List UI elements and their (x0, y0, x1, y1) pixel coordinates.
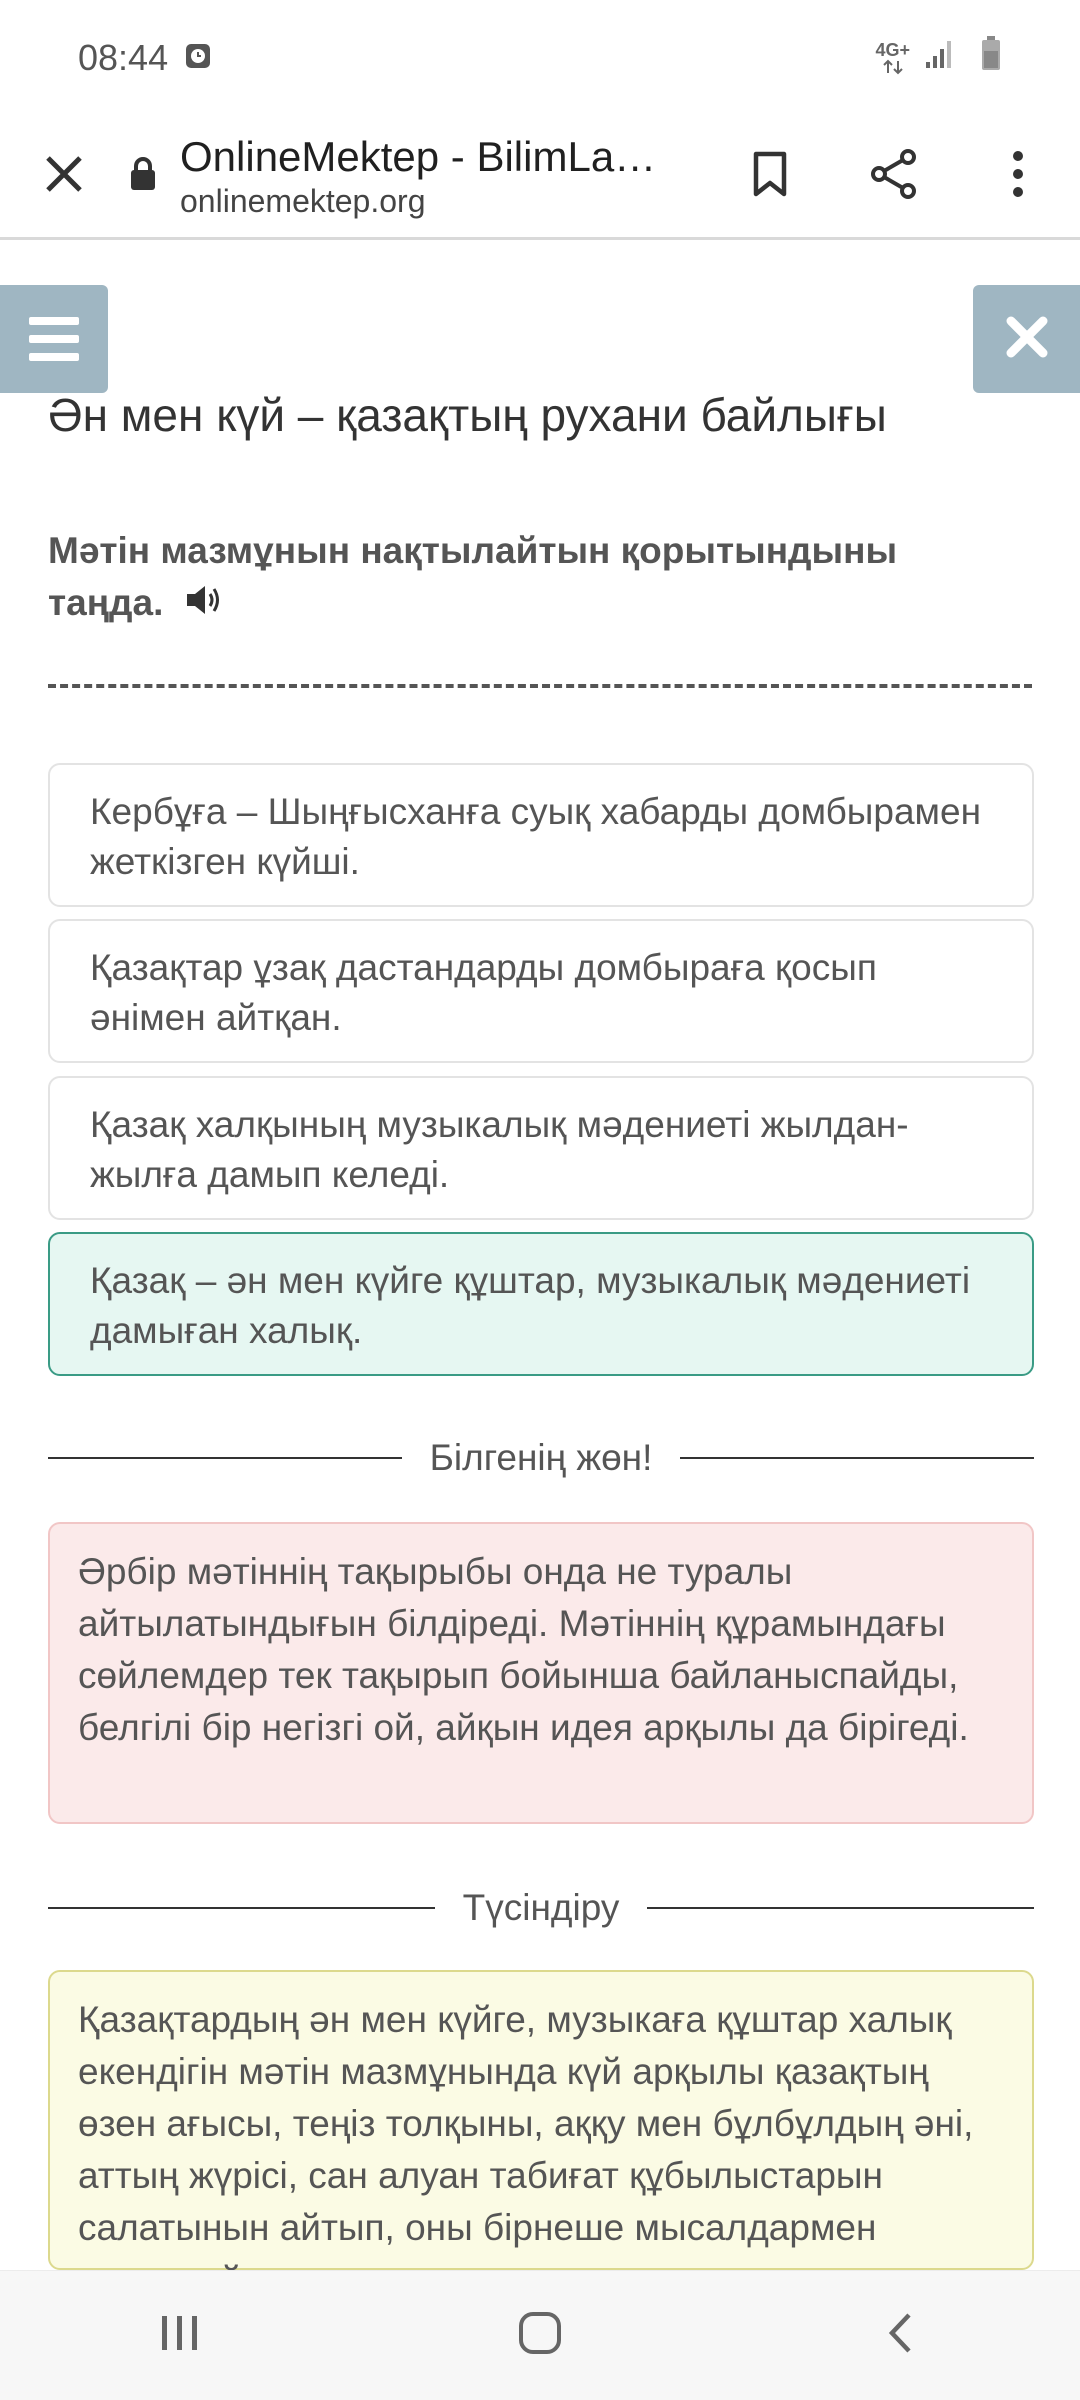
network-label: 4G+ (875, 39, 910, 60)
explanation-text: Қазақтардың ән мен күйге, музыкаға құштар халық екендігін мәтін мазмұнында күй арқылы қазақтың өзен ағысы, теңіз толқыны, аққу мен бұлбұлдың әні, аттың жүрісі, сан алуан табиғат құбылыстарын салатынын айтып, оны бірнеше мысалдармен (78, 1999, 974, 2248)
answer-option-text: Қазақ – ән мен күйге құштар, музыкалық мәдениеті дамыған халық. (90, 1260, 971, 1351)
share-icon (869, 148, 919, 205)
back-button[interactable] (800, 2311, 1000, 2360)
info-text: Әрбір мәтіннің тақырыбы онда не туралы айтылатындығын білдіреді. Мәтіннің құрамындағы сөйлемдер тек тақырып бойынша байланыспайды, белгілі бір негізгі ой, айқын идея арқылы да бірігеді. (78, 1551, 969, 1748)
home-button[interactable] (440, 2311, 640, 2360)
status-time-group (78, 37, 212, 79)
answer-option-2[interactable] (48, 919, 1034, 1063)
info-divider (48, 1428, 1034, 1488)
battery-icon (980, 35, 1002, 80)
answer-option-1[interactable] (48, 763, 1034, 907)
bookmark-icon (751, 150, 789, 203)
bookmark-button[interactable] (708, 150, 832, 203)
speaker-icon[interactable] (185, 579, 225, 631)
close-icon (44, 154, 84, 199)
answer-option-text: Қазақтар ұзақ дастандарды домбыраға қосып әнімен айтқан. (90, 947, 877, 1038)
info-box (48, 1522, 1034, 1824)
page-title-in-bar: OnlineMektep - BilimLa… (180, 132, 657, 180)
answer-option-4-selected[interactable] (48, 1232, 1034, 1376)
back-icon (885, 2311, 915, 2360)
question-text: Мәтін мазмұнын нақтылайтын қорытындыны таңда. (48, 530, 898, 623)
status-bar (0, 0, 1080, 115)
recent-apps-button[interactable] (80, 2314, 280, 2357)
network-4g-icon (875, 41, 910, 75)
recent-apps-icon (159, 2314, 201, 2357)
clock-icon (184, 37, 212, 79)
signal-icon (924, 37, 954, 79)
url-domain: onlinemektep.org (180, 182, 426, 219)
explanation-box (48, 1970, 1034, 2270)
more-options-button[interactable] (956, 150, 1080, 203)
question (48, 525, 1008, 631)
system-nav-bar (0, 2270, 1080, 2400)
share-button[interactable] (832, 148, 956, 205)
explanation-divider (48, 1878, 1034, 1938)
close-icon (1005, 315, 1049, 364)
answer-option-text: Кербұға – Шыңғысханға суық хабарды домбырамен жеткізген күйші. (90, 791, 981, 882)
hamburger-icon (29, 317, 79, 361)
lesson-title: Ән мен күй – қазақтың рухани байлығы (48, 389, 887, 441)
url-area[interactable] (128, 133, 656, 220)
answer-blank (48, 684, 1032, 692)
close-lesson-button[interactable] (973, 285, 1080, 393)
answer-option-text: Қазақ халқының музыкалық мәдениеті жылдан-жылға дамып келеді. (90, 1104, 909, 1195)
status-icons (875, 35, 1002, 80)
browser-toolbar (0, 115, 1080, 240)
explanation-heading: Түсіндіру (462, 1887, 620, 1928)
more-vert-icon (1012, 150, 1024, 203)
info-heading: Білгенің жөн! (429, 1437, 653, 1478)
status-time: 08:44 (78, 36, 169, 78)
lock-icon (128, 156, 158, 197)
close-tab-button[interactable] (0, 154, 128, 199)
home-icon (518, 2311, 562, 2360)
menu-button[interactable] (0, 285, 108, 393)
answer-option-3[interactable] (48, 1076, 1034, 1220)
